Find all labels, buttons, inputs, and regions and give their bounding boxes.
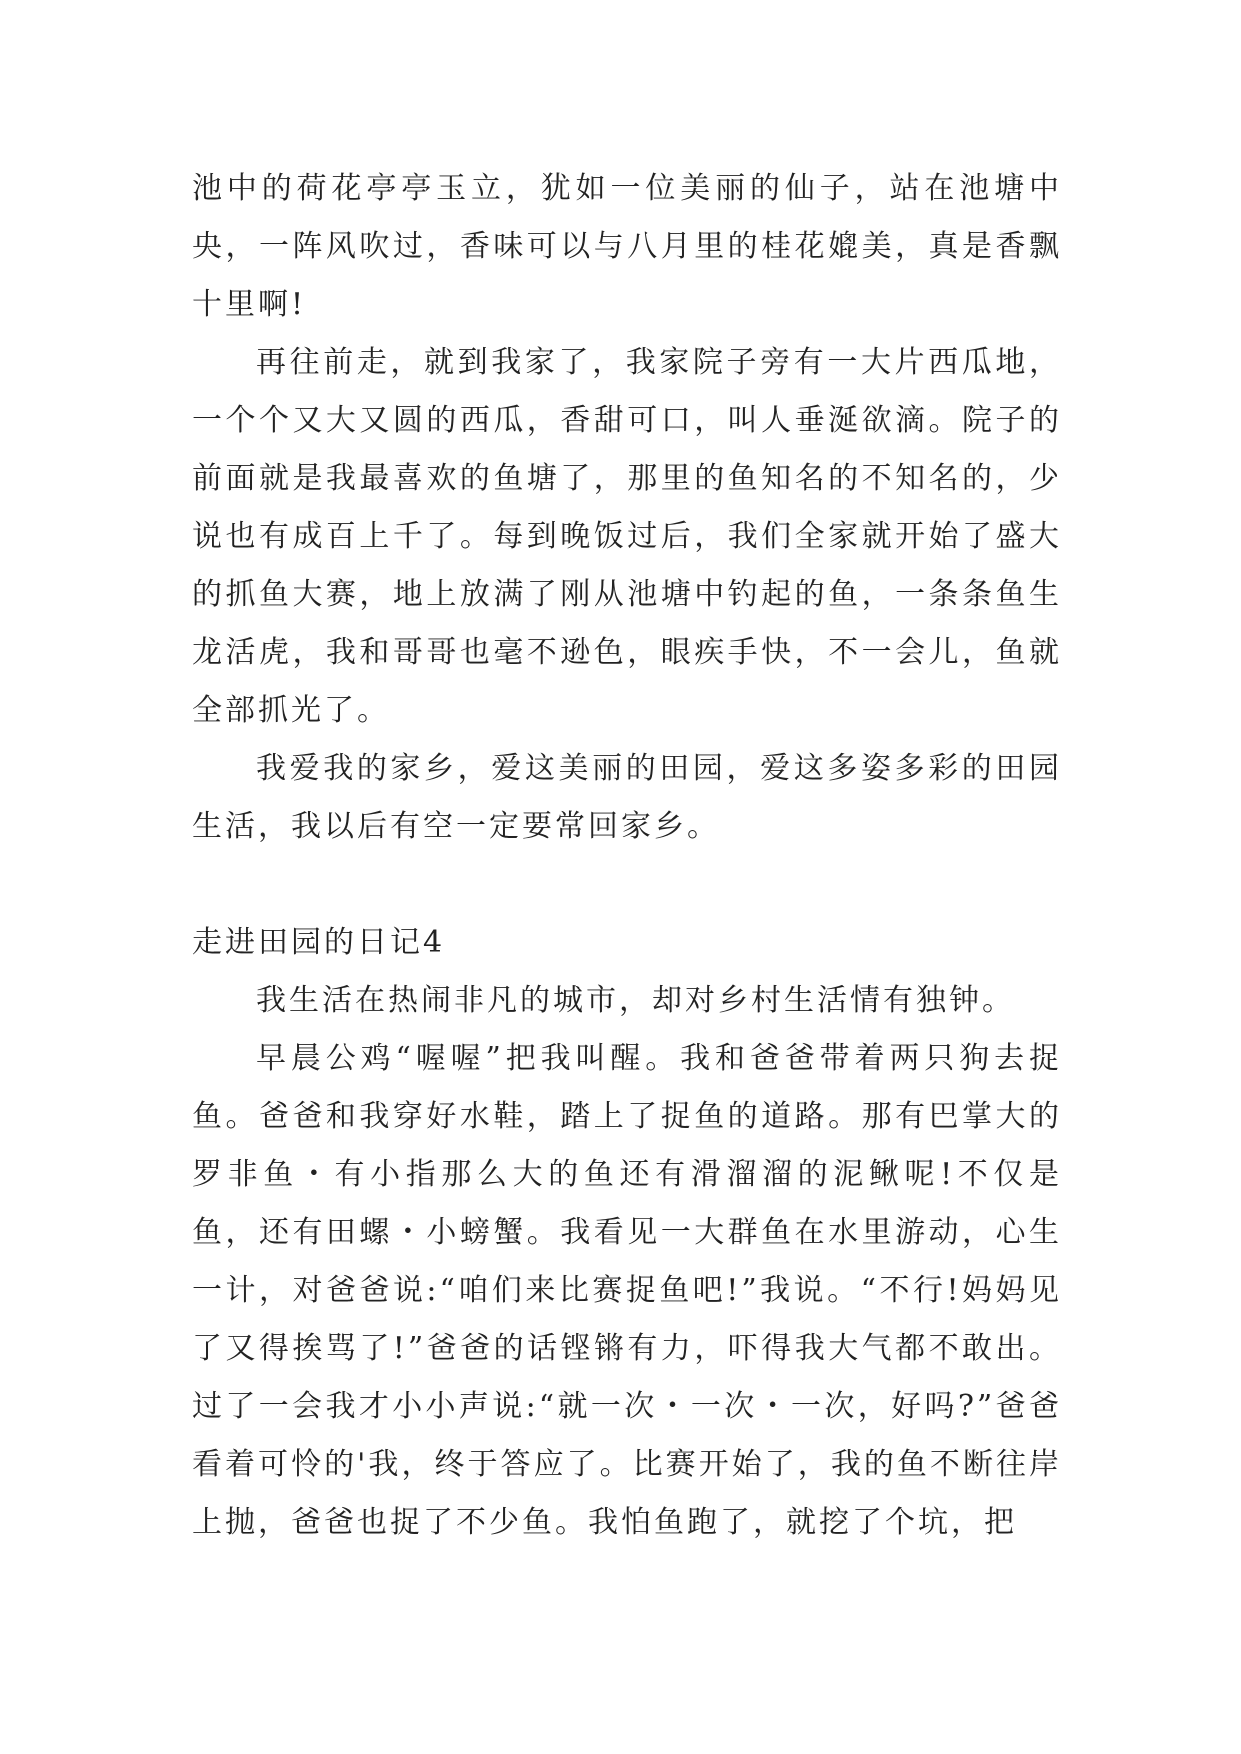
paragraph-city-life: 我生活在热闹非凡的城市，却对乡村生活情有独钟。 <box>256 983 1015 1018</box>
paragraph-love-hometown: 我爱我的家乡，爱这美丽的田园，爱这多姿多彩的田园生活，我以后有空一定要常回家乡。 <box>192 751 1062 844</box>
paragraph-catching-fish: 早晨公鸡“喔喔”把我叫醒。我和爸爸带着两只狗去捉鱼。爸爸和我穿好水鞋，踏上了捉鱼的道路。那有巴掌大的罗非鱼・有小指那么大的鱼还有滑溜溜的泥鳅呢!不仅是鱼，还有田螺・小螃蟹。我看见一大群鱼在水里游动，心生一计，对爸爸说:“咱们来比赛捉鱼吧!”我说。“不行!妈妈见了又得挨骂了!”爸爸的话铿锵有力，吓得我大气都不敢出。过了一会我才小小声说:“就一次・一次・一次，好吗?”爸爸看着可怜的'我，终于答应了。比赛开始了，我的鱼不断往岸上抛，爸爸也捉了不少鱼。我怕鱼跑了，就挖了个坑，把 <box>192 1041 1062 1540</box>
paragraph-lotus: 池中的荷花亭亭玉立，犹如一位美丽的仙子，站在池塘中央，一阵风吹过，香味可以与八月里的桂花媲美，真是香飘十里啊! <box>192 171 1062 322</box>
paragraph-watermelon-fishpond: 再往前走，就到我家了，我家院子旁有一大片西瓜地，一个个又大又圆的西瓜，香甜可口，叫人垂涎欲滴。院子的前面就是我最喜欢的鱼塘了，那里的鱼知名的不知名的，少说也有成百上千了。每到晚饭过后，我们全家就开始了盛大的抓鱼大赛，地上放满了刚从池塘中钓起的鱼，一条条鱼生龙活虎，我和哥哥也毫不逊色，眼疾手快，不一会儿，鱼就全部抓光了。 <box>192 345 1062 728</box>
document-body <box>192 160 1062 1552</box>
section-gap <box>192 856 1062 914</box>
section-title: 走进田园的日记4 <box>192 925 446 960</box>
